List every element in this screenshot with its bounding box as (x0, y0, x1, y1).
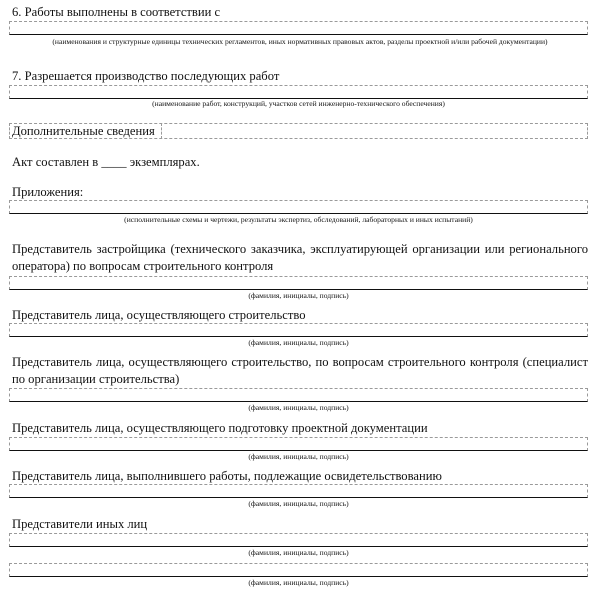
other-representatives-caption-1: (фамилия, инициалы, подпись) (248, 548, 349, 557)
attachments-input-line[interactable] (9, 200, 588, 214)
builder-control-representative-caption: (фамилия, инициалы, подпись) (248, 403, 349, 412)
additional-info-label: Дополнительные сведения (12, 123, 162, 139)
copies-count-text: Акт составлен в ____ экземплярах. (12, 155, 200, 169)
section-6-input-line[interactable] (9, 21, 588, 35)
contractor-representative-signature-line[interactable] (9, 484, 588, 498)
developer-representative-signature-line[interactable] (9, 276, 588, 290)
designer-representative-caption: (фамилия, инициалы, подпись) (248, 452, 349, 461)
attachments-caption: (исполнительные схемы и чертежи, результаты экспертиз, обследований, лабораторных и иных испытаний) (124, 215, 473, 224)
builder-control-representative-signature-line[interactable] (9, 388, 588, 402)
designer-representative-label: Представитель лица, осуществляющего подготовку проектной документации (12, 421, 428, 435)
other-representatives-signature-line-2[interactable] (9, 563, 588, 577)
developer-representative-caption: (фамилия, инициалы, подпись) (248, 291, 349, 300)
section-6-caption: (наименования и структурные единицы технических регламентов, иных нормативных правовых актов, разделы проектной и/или рабочей документации) (52, 37, 548, 46)
other-representatives-label: Представители иных лиц (12, 517, 148, 531)
section-6-label: 6. Работы выполнены в соответствии с (12, 5, 221, 19)
contractor-representative-caption: (фамилия, инициалы, подпись) (248, 499, 349, 508)
designer-representative-signature-line[interactable] (9, 437, 588, 451)
other-representatives-caption-2: (фамилия, инициалы, подпись) (248, 578, 349, 587)
contractor-representative-label: Представитель лица, выполнившего работы, подлежащие освидетельствованию (12, 469, 442, 483)
section-7-input-line[interactable] (9, 85, 588, 99)
other-representatives-signature-line-1[interactable] (9, 533, 588, 547)
builder-representative-label: Представитель лица, осуществляющего строительство (12, 308, 306, 322)
builder-control-representative-label: Представитель лица, осуществляющего строительство, по вопросам строительного контроля (специалист по организации строительства) (12, 355, 588, 386)
section-7-label: 7. Разрешается производство последующих работ (12, 69, 280, 83)
developer-representative-label: Представитель застройщика (технического заказчика, эксплуатирующей организации или регионального оператора) по вопросам строительного контроля (12, 242, 588, 273)
builder-representative-caption: (фамилия, инициалы, подпись) (248, 338, 349, 347)
attachments-label: Приложения: (12, 185, 84, 199)
builder-representative-signature-line[interactable] (9, 323, 588, 337)
section-7-caption: (наименование работ, конструкций, участков сетей инженерно-технического обеспечения) (152, 99, 445, 108)
